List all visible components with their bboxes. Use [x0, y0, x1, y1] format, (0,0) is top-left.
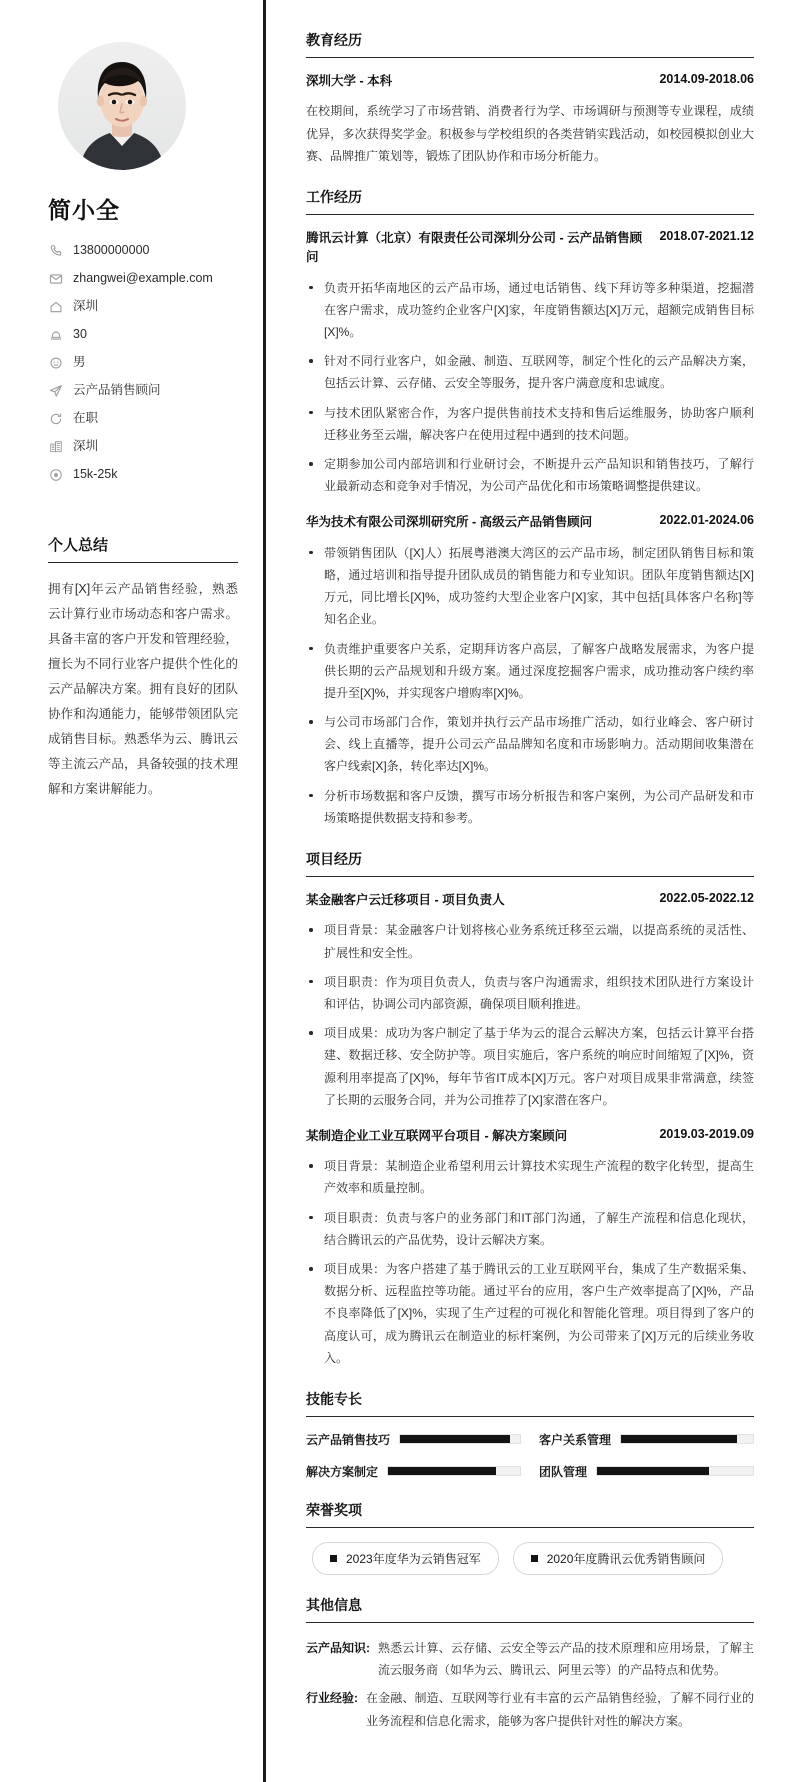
projects-section [306, 849, 754, 1369]
education-entry [306, 72, 754, 167]
contact-value: 云产品销售顾问 [73, 383, 161, 397]
contact-value: zhangwei@example.com [73, 271, 213, 285]
portrait-photo-icon [58, 42, 186, 170]
contact-value: 13800000000 [73, 243, 150, 257]
skill-progress-track [596, 1466, 754, 1476]
entry-header [306, 891, 754, 910]
skill-progress-fill [388, 1467, 496, 1475]
bullet-item: 定期参加公司内部培训和行业研讨会，不断提升云产品知识和销售技巧，了解行业最新动态和竞争对手情况，为公司产品优化和市场策略调整提供建议。 [306, 453, 754, 497]
bullet-item: 项目成果：为客户搭建了基于腾讯云的工业互联网平台，集成了生产数据采集、数据分析、远程监控等功能。通过平台的应用，客户生产效率提高了[X]%，产品不良率降低了[X]%，实现了生产过程的可视化和智能化管理。项目得到了客户的高度认可，成为腾讯云在制造业的标杆案例，为公司带来了[X]万元的后续业务收入。 [306, 1258, 754, 1369]
bullet-item: 项目职责：负责与客户的业务部门和IT部门沟通，了解生产流程和信息化现状，结合腾讯云的产品优势，设计云解决方案。 [306, 1207, 754, 1251]
home-icon [48, 299, 63, 314]
work-date: 2018.07-2021.12 [659, 228, 754, 243]
bullet-item: 负责维护重要客户关系，定期拜访客户高层，了解客户战略发展需求，为客户提供长期的云产品规划和升级方案。通过深度挖掘客户需求，成功推动客户续约率提升至[X]%，并实现客户增购率[X]%。 [306, 638, 754, 705]
skill-row [306, 1463, 521, 1480]
work-title: 腾讯云计算（北京）有限责任公司深圳分公司 - 云产品销售顾问 [306, 230, 643, 265]
bullet-item: 负责开拓华南地区的云产品市场，通过电话销售、线下拜访等多种渠道，挖掘潜在客户需求，成功签约企业客户[X]家，年度销售额达[X]万元，超额完成销售目标[X]%。 [306, 277, 754, 344]
sidebar [0, 0, 268, 1782]
work-section [306, 187, 754, 829]
skill-label: 客户关系管理 [539, 1432, 612, 1447]
contact-value: 15k-25k [73, 467, 118, 481]
honors-section [306, 1500, 754, 1575]
education-title: 深圳大学 - 本科 [306, 74, 393, 88]
email-icon [48, 271, 63, 286]
skill-progress-fill [400, 1435, 510, 1443]
entry-header [306, 1127, 754, 1146]
other-info-row [306, 1637, 754, 1681]
work-entry [306, 513, 754, 829]
skill-label: 解决方案制定 [306, 1464, 379, 1479]
skill-progress-fill [621, 1435, 737, 1443]
project-date: 2022.05-2022.12 [659, 891, 754, 905]
contact-item-position [48, 383, 238, 398]
other-info-label: 云产品知识: [306, 1640, 370, 1655]
skill-progress-track [399, 1434, 521, 1444]
skill-label: 团队管理 [539, 1464, 588, 1479]
project-bullets [306, 1155, 754, 1369]
skill-progress-track [620, 1434, 754, 1444]
bullet-item: 分析市场数据和客户反馈，撰写市场分析报告和客户案例，为公司产品研发和市场策略提供数据支持和参考。 [306, 785, 754, 829]
skill-progress-track [387, 1466, 521, 1476]
skills-grid [306, 1431, 754, 1480]
contact-item-phone [48, 243, 238, 258]
bullet-item: 项目背景：某金融客户计划将核心业务系统迁移至云端，以提高系统的灵活性、扩展性和安全性。 [306, 919, 754, 963]
honor-label: 2023年度华为云销售冠军 [346, 1551, 481, 1566]
age-icon [48, 327, 63, 342]
project-entry [306, 1127, 754, 1369]
skill-row [539, 1463, 754, 1480]
contact-item-age [48, 327, 238, 342]
city-icon [48, 439, 63, 454]
other-info-section [306, 1595, 754, 1732]
bullet-item: 与公司市场部门合作，策划并执行云产品市场推广活动，如行业峰会、客户研讨会、线上直播等，提升公司云产品品牌知名度和市场影响力。活动期间收集潜在客户线索[X]条，转化率达[X]%。 [306, 711, 754, 778]
contact-item-city [48, 439, 238, 454]
bullet-item: 针对不同行业客户，如金融、制造、互联网等，制定个性化的云产品解决方案，包括云计算、云存储、云安全等服务，提升客户满意度和忠诚度。 [306, 350, 754, 394]
skills-section [306, 1389, 754, 1480]
gender-icon [48, 355, 63, 370]
position-icon [48, 383, 63, 398]
work-heading: 工作经历 [306, 187, 754, 215]
contact-value: 男 [73, 355, 86, 369]
honor-chip [513, 1542, 724, 1575]
skill-progress-fill [597, 1467, 709, 1475]
work-bullets [306, 542, 754, 829]
education-desc: 在校期间，系统学习了市场营销、消费者行为学、市场调研与预测等专业课程，成绩优异，多次获得奖学金。积极参与学校组织的各类营销实践活动，如校园模拟创业大赛、品牌推广策划等，锻炼了团队协作和市场分析能力。 [306, 104, 754, 163]
entry-header [306, 513, 754, 532]
other-info-heading: 其他信息 [306, 1595, 754, 1623]
main-content [268, 0, 794, 1782]
entry-header [306, 72, 754, 91]
education-section [306, 30, 754, 167]
entry-header [306, 229, 754, 268]
summary-section [46, 534, 238, 802]
bullet-item: 项目职责：作为项目负责人，负责与客户沟通需求，组织技术团队进行方案设计和评估，协调公司内部资源，确保项目顺利推进。 [306, 971, 754, 1015]
bullet-item: 与技术团队紧密合作，为客户提供售前技术支持和售后运维服务，协助客户顺利迁移业务至云端，解决客户在使用过程中遇到的技术问题。 [306, 402, 754, 446]
bullet-item: 带领销售团队（[X]人）拓展粤港澳大湾区的云产品市场，制定团队销售目标和策略，通过培训和指导提升团队成员的销售能力和专业知识。团队年度销售额达[X]万元，同比增长[X]%，成功签约大型企业客户[X]家，其中包括[具体客户名称]等知名企业。 [306, 542, 754, 631]
contact-item-hometown [48, 299, 238, 314]
education-heading: 教育经历 [306, 30, 754, 58]
phone-icon [48, 243, 63, 258]
other-info-label: 行业经验: [306, 1691, 358, 1706]
skill-label: 云产品销售技巧 [306, 1432, 391, 1447]
salary-icon [48, 467, 63, 482]
project-date: 2019.03-2019.09 [659, 1126, 754, 1141]
other-info-value: 熟悉云计算、云存储、云安全等云产品的技术原理和应用场景，了解主流云服务商（如华为云、腾讯云、阿里云等）的产品特点和优势。 [378, 1640, 754, 1678]
contact-value: 在职 [73, 411, 99, 425]
honor-list [306, 1542, 754, 1575]
project-bullets [306, 919, 754, 1111]
honor-label: 2020年度腾讯云优秀销售顾问 [546, 1551, 706, 1566]
contact-value: 深圳 [73, 439, 99, 453]
column-divider [263, 0, 266, 1782]
bullet-item: 项目成果：成功为客户制定了基于华为云的混合云解决方案，包括云计算平台搭建、数据迁移、安全防护等。项目实施后，客户系统的响应时间缩短了[X]%，资源利用率提高了[X]%，每年节省IT成本[X]万元。客户对项目成果非常满意，续签了长期的云服务合同，并为公司推荐了[X]家潜在客户。 [306, 1022, 754, 1111]
work-bullets [306, 277, 754, 498]
contact-value: 30 [73, 327, 87, 341]
contact-item-salary [48, 467, 238, 482]
person-name: 简小全 [48, 197, 120, 223]
other-info-row [306, 1687, 754, 1731]
honors-heading: 荣誉奖项 [306, 1500, 754, 1528]
summary-heading: 个人总结 [48, 534, 238, 563]
projects-heading: 项目经历 [306, 849, 754, 877]
work-date: 2022.01-2024.06 [659, 513, 754, 528]
contact-item-status [48, 411, 238, 426]
skill-row [539, 1431, 754, 1448]
square-marker-icon [330, 1555, 337, 1562]
other-info-value: 在金融、制造、互联网等行业有丰富的云产品销售经验，了解不同行业的业务流程和信息化需求，能够为客户提供针对性的解决方案。 [366, 1691, 754, 1728]
skill-row [306, 1431, 521, 1448]
avatar [58, 42, 186, 170]
education-date: 2014.09-2018.06 [659, 72, 754, 86]
project-title: 某金融客户云迁移项目 - 项目负责人 [306, 893, 505, 907]
square-marker-icon [531, 1555, 538, 1562]
contact-item-email [48, 271, 238, 286]
bullet-item: 项目背景：某制造企业希望利用云计算技术实现生产流程的数字化转型，提高生产效率和质量控制。 [306, 1155, 754, 1199]
project-title: 某制造企业工业互联网平台项目 - 解决方案顾问 [306, 1128, 568, 1143]
work-title: 华为技术有限公司深圳研究所 - 高级云产品销售顾问 [306, 515, 593, 530]
contact-item-gender [48, 355, 238, 370]
project-entry [306, 891, 754, 1111]
summary-text: 拥有[X]年云产品销售经验，熟悉云计算行业市场动态和客户需求。具备丰富的客户开发和管理经验，擅长为不同行业客户提供个性化的云产品解决方案。拥有良好的团队协作和沟通能力，能够带领团队完成销售目标。熟悉华为云、腾讯云等主流云产品，具备较强的技术理解和方案讲解能力。 [48, 582, 238, 796]
contact-list [48, 243, 238, 482]
contact-value: 深圳 [73, 299, 99, 313]
skills-heading: 技能专长 [306, 1389, 754, 1417]
status-icon [48, 411, 63, 426]
honor-chip [312, 1542, 499, 1575]
work-entry [306, 229, 754, 497]
